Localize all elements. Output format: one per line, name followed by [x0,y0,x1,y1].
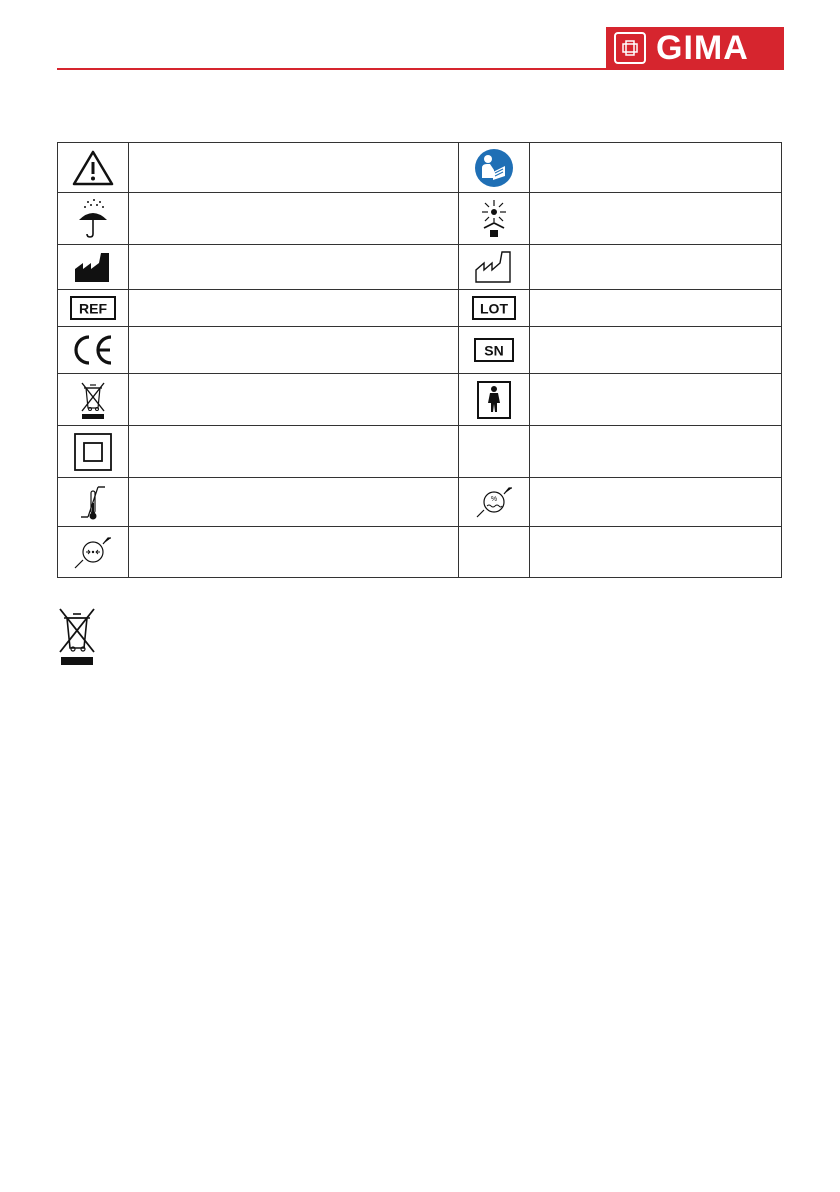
weee-disposal-section [57,606,97,671]
symbol-cell [459,478,530,527]
ref-catalog-number-icon [70,296,116,320]
symbol-description [129,426,459,478]
symbol-description [129,527,459,578]
symbol-description [129,374,459,426]
symbol-description [129,478,459,527]
percent-label: % [491,496,498,503]
keep-dry-umbrella-icon [76,198,110,240]
symbol-cell [58,290,129,327]
symbol-cell [459,245,530,290]
symbol-description [530,478,782,527]
symbol-description [129,193,459,245]
symbol-description [530,426,782,478]
humidity-limit-icon [475,483,513,521]
symbol-cell [58,143,129,193]
symbol-cell [459,193,530,245]
symbol-cell [459,290,530,327]
symbol-cell [58,245,129,290]
symbol-description [530,245,782,290]
symbol-description [530,143,782,193]
weee-disposal-icon [79,380,107,420]
table-row [58,327,782,374]
symbol-description [530,290,782,327]
symbol-description [129,245,459,290]
ref-label: REF [79,300,108,317]
lot-label: LOT [480,300,509,317]
header-rule [57,68,784,70]
symbol-cell [459,143,530,193]
weee-disposal-icon [57,606,97,666]
warning-triangle-icon [71,149,115,187]
type-bf-applied-part-icon [477,381,511,419]
symbol-cell [58,374,129,426]
table-row [58,478,782,527]
serial-number-icon [474,338,514,362]
symbol-description [530,527,782,578]
gima-logo [606,27,784,69]
table-row [58,426,782,478]
read-instructions-icon [474,148,514,188]
symbol-cell [58,527,129,578]
lot-batch-code-icon [472,296,516,320]
symbol-description [129,290,459,327]
table-row [58,193,782,245]
symbol-description [530,374,782,426]
atmospheric-pressure-limit-icon [73,533,113,571]
symbol-cell [58,327,129,374]
table-row [58,143,782,193]
symbol-cell-empty [459,527,530,578]
logo-badge-icon [614,32,646,64]
symbol-cell [58,193,129,245]
table-row [58,245,782,290]
table-row [58,527,782,578]
class-ii-device-icon [73,432,113,472]
symbol-cell [459,327,530,374]
ce-mark-icon [70,333,116,367]
symbol-cell [459,374,530,426]
symbol-description [530,193,782,245]
symbol-description [129,327,459,374]
keep-away-from-sunlight-icon [474,198,514,240]
sn-label: SN [484,342,504,359]
brand-name: GIMA [656,29,749,67]
symbol-cell [58,478,129,527]
date-of-manufacture-icon [474,250,514,284]
symbol-description [129,143,459,193]
symbol-cell [58,426,129,478]
symbol-description [530,327,782,374]
table-row [58,290,782,327]
manufacturer-icon [73,251,113,283]
table-row [58,374,782,426]
symbol-cell-empty [459,426,530,478]
temperature-limit-icon [78,481,108,523]
symbols-table [57,142,782,578]
